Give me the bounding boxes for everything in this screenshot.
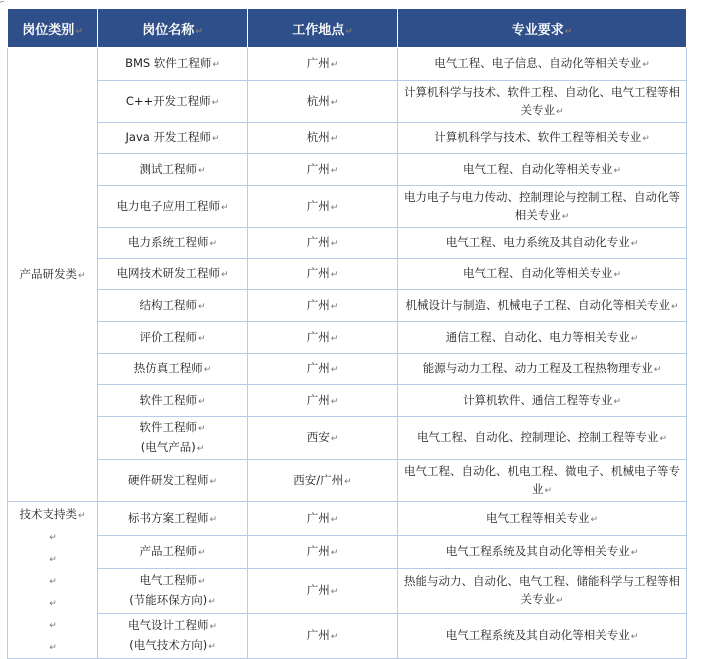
position-cell: 标书方案工程师↵ [98, 502, 248, 536]
header-position: 岗位名称↵ [98, 9, 248, 48]
location-cell: 广州↵ [248, 614, 398, 659]
major-cell: 电气工程系统及其自动化等相关专业↵ [398, 614, 687, 659]
category-cell-support [8, 502, 98, 659]
position-cell: 测试工程师↵ [98, 154, 248, 186]
position-cell: 评价工程师↵ [98, 322, 248, 354]
major-cell: 电气工程等相关专业↵ [398, 502, 687, 536]
paragraph-mark: ↵ [49, 577, 57, 587]
location-cell: 西安↵ [248, 417, 398, 460]
table-row [8, 417, 687, 460]
paragraph-mark: ↵ [49, 555, 57, 565]
paragraph-mark: ↵ [49, 533, 57, 543]
table-row [8, 502, 687, 536]
paragraph-mark: ↵ [49, 643, 57, 653]
position-cell: 硬件研发工程师↵ [98, 460, 248, 502]
major-cell: 计算机软件、通信工程等专业↵ [398, 385, 687, 417]
table-row [8, 154, 687, 186]
position-cell: 软件工程师↵ [98, 385, 248, 417]
location-cell: 广州↵ [248, 502, 398, 536]
location-cell: 广州↵ [248, 322, 398, 354]
table-row [8, 259, 687, 290]
table-row [8, 354, 687, 385]
header-location: 工作地点↵ [248, 9, 398, 48]
table-row [8, 228, 687, 259]
category-label: 技术支持类↵ [19, 507, 86, 521]
location-cell: 广州↵ [248, 536, 398, 569]
major-cell: 计算机科学与技术、软件工程等相关专业↵ [398, 123, 687, 154]
table-row [8, 536, 687, 569]
paragraph-mark: ↵ [49, 599, 57, 609]
table-row [8, 460, 687, 502]
location-cell: 西安/广州↵ [248, 460, 398, 502]
position-cell: 电气工程师↵ (节能环保方向)↵ [98, 569, 248, 614]
table-row [8, 81, 687, 123]
table-row [8, 186, 687, 228]
position-cell: C++开发工程师↵ [98, 81, 248, 123]
position-cell: Java 开发工程师↵ [98, 123, 248, 154]
category-cell-rd: 产品研发类↵ [8, 48, 98, 502]
location-cell: 广州↵ [248, 259, 398, 290]
header-row [8, 9, 687, 48]
table-row [8, 322, 687, 354]
position-cell: BMS 软件工程师↵ [98, 48, 248, 81]
table-row [8, 385, 687, 417]
location-cell: 广州↵ [248, 48, 398, 81]
location-cell: 广州↵ [248, 569, 398, 614]
position-cell: 软件工程师↵ (电气产品)↵ [98, 417, 248, 460]
location-cell: 广州↵ [248, 186, 398, 228]
table-row [8, 290, 687, 322]
table-row [8, 614, 687, 659]
location-cell: 广州↵ [248, 228, 398, 259]
position-cell: 电力电子应用工程师↵ [98, 186, 248, 228]
major-cell: 机械设计与制造、机械电子工程、自动化等相关专业↵ [398, 290, 687, 322]
major-cell: 电力电子与电力传动、控制理论与控制工程、自动化等相关专业↵ [398, 186, 687, 228]
major-cell: 能源与动力工程、动力工程及工程热物理专业↵ [398, 354, 687, 385]
major-cell: 电气工程系统及其自动化等相关专业↵ [398, 536, 687, 569]
table-row [8, 123, 687, 154]
major-cell: 热能与动力、自动化、电气工程、储能科学与工程等相关专业↵ [398, 569, 687, 614]
position-cell: 产品工程师↵ [98, 536, 248, 569]
major-cell: 计算机科学与技术、软件工程、自动化、电气工程等相关专业↵ [398, 81, 687, 123]
major-cell: 通信工程、自动化、电力等相关专业↵ [398, 322, 687, 354]
location-cell: 广州↵ [248, 385, 398, 417]
table-anchor-icon: ⌐ [0, 0, 6, 6]
job-table [7, 8, 687, 659]
position-cell: 电力系统工程师↵ [98, 228, 248, 259]
header-category: 岗位类别↵ [8, 9, 98, 48]
major-cell: 电气工程、电子信息、自动化等相关专业↵ [398, 48, 687, 81]
major-cell: 电气工程、自动化、控制理论、控制工程等专业↵ [398, 417, 687, 460]
location-cell: 广州↵ [248, 154, 398, 186]
location-cell: 杭州↵ [248, 123, 398, 154]
table-row [8, 48, 687, 81]
position-cell: 电网技术研发工程师↵ [98, 259, 248, 290]
location-cell: 广州↵ [248, 354, 398, 385]
major-cell: 电气工程、自动化等相关专业↵ [398, 154, 687, 186]
paragraph-mark: ↵ [49, 621, 57, 631]
table-row [8, 569, 687, 614]
position-cell: 结构工程师↵ [98, 290, 248, 322]
header-major: 专业要求↵ [398, 9, 687, 48]
major-cell: 电气工程、电力系统及其自动化专业↵ [398, 228, 687, 259]
major-cell: 电气工程、自动化、机电工程、微电子、机械电子等专业↵ [398, 460, 687, 502]
position-cell: 电气设计工程师↵ (电气技术方向)↵ [98, 614, 248, 659]
position-cell: 热仿真工程师↵ [98, 354, 248, 385]
location-cell: 杭州↵ [248, 81, 398, 123]
major-cell: 电气工程、自动化等相关专业↵ [398, 259, 687, 290]
location-cell: 广州↵ [248, 290, 398, 322]
